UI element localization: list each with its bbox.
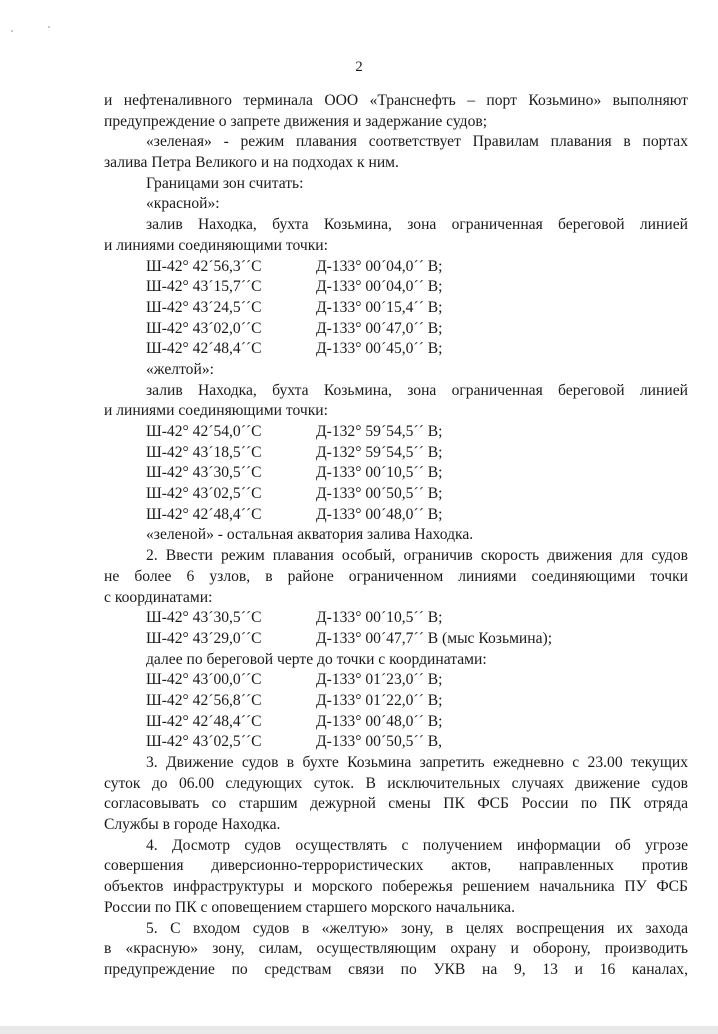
latitude: Ш-42° 43´29,0´´С — [146, 629, 262, 647]
latitude: Ш-42° 42´48,4´´С — [146, 340, 262, 358]
paragraph-line: не более 6 узлов, в районе ограниченном линиями соединяющими точки — [104, 567, 688, 585]
paragraph-line: суток до 06.00 следующих суток. В исключительных случаях движение судов — [104, 774, 688, 792]
paragraph-line: предупреждение по средствам связи по УКВ на 9, 13 и 16 каналах, — [104, 960, 688, 978]
longitude: Д-133° 00´10,5´´ В; — [316, 609, 443, 627]
text-line: залив Находка, бухта Козьмина, зона ограниченная береговой линией — [146, 381, 688, 399]
scan-speck — [11, 30, 13, 32]
zone-heading-yellow: «желтой»: — [146, 360, 214, 378]
longitude: Д-132° 59´54,5´´ В; — [316, 423, 443, 440]
paragraph-line: в «красную» зону, силам, осуществляющим охрану и оборону, производить — [104, 940, 688, 958]
longitude: Д-133° 00´45,0´´ В; — [316, 340, 443, 358]
text-line: и линиями соединяющими точки: — [104, 236, 328, 254]
coordinate-row — [104, 298, 688, 319]
longitude: Д-133° 01´22,0´´ В; — [316, 691, 443, 709]
longitude: Д-133° 00´48,0´´ В; — [316, 505, 443, 523]
text-line: Границами зон считать: — [146, 174, 304, 192]
coordinate-row — [104, 691, 688, 712]
page-bottom-edge — [0, 1026, 718, 1034]
text-line: «зеленая» - режим плавания соответствует Правилам плавания в портах — [146, 133, 688, 151]
latitude: Ш-42° 42´56,8´´С — [146, 691, 262, 709]
latitude: Ш-42° 43´02,5´´С — [146, 733, 262, 751]
longitude: Д-133° 00´47,0´´ В; — [316, 319, 443, 337]
coordinate-row — [104, 422, 688, 443]
longitude: Д-133° 00´48,0´´ В; — [316, 712, 443, 730]
longitude: Д-133° 00´47,7´´ В (мыс Козьмина); — [316, 629, 553, 647]
page-number: 2 — [355, 59, 363, 75]
coordinate-row — [104, 319, 688, 340]
latitude: Ш-42° 42´54,0´´С — [146, 423, 262, 440]
longitude: Д-133° 00´50,5´´ В, — [316, 733, 443, 751]
latitude: Ш-42° 43´02,0´´С — [146, 319, 262, 337]
latitude: Ш-42° 43´24,5´´С — [146, 298, 262, 316]
paragraph-line: с координатами: — [104, 588, 213, 606]
longitude: Д-133° 00´10,5´´ В; — [316, 464, 443, 482]
coordinate-row — [104, 608, 688, 629]
longitude: Д-133° 01´23,0´´ В; — [316, 671, 443, 689]
coordinate-row — [104, 484, 688, 505]
longitude: Д-133° 00´50,5´´ В; — [316, 485, 443, 503]
latitude: Ш-42° 43´02,5´´С — [146, 485, 262, 503]
paragraph-line: 5. С входом судов в «желтую» зону, в целях воспрещения их захода — [146, 919, 688, 937]
paragraph-line: далее по береговой черте до точки с координатами: — [146, 650, 487, 668]
text-line: залива Петра Великого и на подходах к ним. — [104, 154, 399, 172]
latitude: Ш-42° 42´56,3´´С — [146, 257, 262, 275]
coordinate-row — [104, 670, 688, 691]
text-line: и нефтеналивного терминала ООО «Транснефть – порт Козьмино» выполняют — [104, 92, 688, 109]
latitude: Ш-42° 43´30,5´´С — [146, 609, 262, 627]
text-line: залив Находка, бухта Козьмина, зона ограниченная береговой линией — [146, 216, 688, 234]
paragraph-line: 4. Досмотр судов осуществлять с получением информации об угрозе — [146, 836, 688, 854]
longitude: Д-132° 59´54,5´´ В; — [316, 443, 443, 461]
latitude: Ш-42° 42´48,4´´С — [146, 712, 262, 730]
longitude: Д-133° 00´04,0´´ В; — [316, 257, 443, 275]
paragraph-line: согласовывать со старшим дежурной смены ПК ФСБ России по ПК отряда — [104, 795, 688, 813]
paragraph-line: России по ПК с оповещением старшего морского начальника. — [104, 898, 515, 916]
longitude: Д-133° 00´04,0´´ В; — [316, 278, 443, 296]
latitude: Ш-42° 43´18,5´´С — [146, 443, 262, 461]
zone-heading-red: «красной»: — [146, 195, 220, 213]
coordinate-row — [104, 712, 688, 733]
paragraph-line: 2. Ввести режим плавания особый, ограничив скорость движения для судов — [146, 547, 688, 565]
coordinate-row — [104, 339, 688, 360]
coordinate-row — [104, 629, 688, 650]
coordinate-row — [104, 257, 688, 278]
longitude: Д-133° 00´15,4´´ В; — [316, 298, 443, 316]
coordinate-row — [104, 732, 688, 753]
text-line: предупреждение о запрете движения и задержание судов; — [104, 112, 488, 130]
paragraph-line: Службы в городе Находка. — [104, 816, 281, 834]
coordinate-row — [104, 463, 688, 484]
text-line: и линиями соединяющими точки: — [104, 402, 328, 420]
document-body — [104, 91, 688, 981]
latitude: Ш-42° 42´48,4´´С — [146, 505, 262, 523]
latitude: Ш-42° 43´30,5´´С — [146, 464, 262, 482]
coordinate-row — [104, 443, 688, 464]
paragraph-line: 3. Движение судов в бухте Козьмина запретить ежедневно с 23.00 текущих — [146, 754, 688, 771]
paragraph-line: совершения диверсионно-террористических актов, направленных против — [104, 857, 688, 875]
latitude: Ш-42° 43´15,7´´С — [146, 278, 262, 296]
coordinate-row — [104, 277, 688, 298]
zone-heading-green: «зеленой» - остальная акватория залива Находка. — [146, 526, 474, 544]
scan-speck — [48, 26, 50, 28]
coordinate-row — [104, 505, 688, 526]
paragraph-line: объектов инфраструктуры и морского побережья решением начальника ПУ ФСБ — [104, 878, 688, 896]
latitude: Ш-42° 43´00,0´´С — [146, 671, 262, 689]
